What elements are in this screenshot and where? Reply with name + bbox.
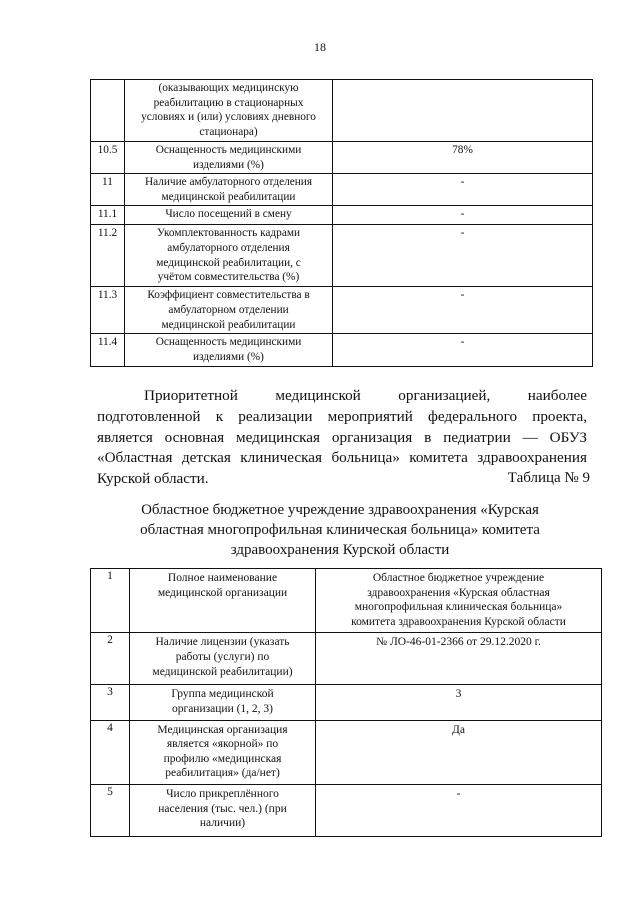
description-line: стационара) (199, 125, 258, 138)
row-description (125, 174, 333, 206)
description-line: Наличие амбулаторного отделения (144, 176, 313, 189)
table-row (91, 80, 593, 142)
row-number (91, 80, 125, 142)
description-line: Число прикреплённого (166, 787, 279, 800)
description-line: медицинской реабилитации (161, 190, 296, 203)
row-number: 11.1 (91, 206, 125, 225)
description-line: реабилитация» (да/нет) (165, 767, 280, 780)
row-number: 11.2 (91, 225, 125, 287)
description-line: (оказывающих медицинскую (158, 82, 299, 94)
section-title-line: Областное бюджетное учреждение здравоохранения «Курская (141, 502, 539, 518)
description-line: амбулаторного отделения (167, 241, 290, 254)
table-row (91, 784, 602, 836)
row-value: - (333, 174, 593, 206)
row-number: 10.5 (91, 142, 125, 174)
description-line: населения (тыс. чел.) (при (158, 802, 287, 815)
row-value (316, 784, 602, 836)
table-row (91, 206, 593, 225)
description-line: Полное наименование (167, 572, 278, 584)
description-line: медицинской реабилитации, с (156, 256, 301, 269)
table-row (91, 720, 602, 784)
value-line: Областное бюджетное учреждение (372, 572, 545, 584)
page-number: 18 (314, 40, 326, 54)
row-description (125, 80, 333, 142)
value-line: № ЛО-46-01-2366 от 29.12.2020 г. (376, 636, 541, 649)
table-row (91, 225, 593, 287)
section-title-line: здравоохранения Курской области (230, 542, 450, 558)
row-number: 11 (91, 174, 125, 206)
row-value: 78% (333, 142, 593, 174)
row-number: 3 (91, 685, 130, 720)
row-description (130, 784, 316, 836)
value-line: многопрофильная клиническая больница» (354, 601, 563, 614)
value-line: - (456, 787, 461, 800)
value-line: здравоохранения «Курская областная (367, 586, 550, 599)
description-line: изделиями (%) (193, 158, 264, 171)
description-line: медицинской реабилитации (161, 318, 296, 331)
table-row (91, 287, 593, 334)
row-value (316, 685, 602, 720)
description-line: учётом совместительства (%) (157, 271, 300, 284)
description-line: изделиями (%) (193, 350, 264, 363)
row-value (316, 633, 602, 685)
row-value (316, 720, 602, 784)
description-line: Наличие лицензии (указать (155, 636, 290, 649)
description-line: Медицинская организация (157, 723, 288, 736)
indicators-table-continued (90, 79, 593, 367)
section-title (110, 500, 570, 560)
row-value (333, 80, 593, 142)
description-line: является «якорной» по (166, 738, 279, 751)
table-row (91, 334, 593, 366)
table-label: Таблица № 9 (507, 470, 590, 486)
row-description (125, 287, 333, 334)
description-line: Число посещений в смену (165, 208, 292, 221)
row-value: - (333, 287, 593, 334)
row-description (125, 225, 333, 287)
row-description (130, 720, 316, 784)
row-number: 4 (91, 720, 130, 784)
description-line: условиях и (или) условиях дневного (141, 111, 316, 124)
row-description (130, 685, 316, 720)
description-line: Оснащенность медицинскими (155, 336, 302, 349)
description-line: амбулаторном отделении (168, 303, 289, 316)
priority-organization-paragraph: Приоритетной медицинской организацией, наиболее подготовленной к реализации мероприятий федерального проекта, является основная медицинская организация в педиатрии — ОБУЗ «Областная детская клиническая больница» комитета здравоохранения Курской области. (97, 387, 587, 488)
value-line: 3 (455, 688, 462, 701)
description-line: Коэффициент совместительства в (147, 289, 310, 302)
row-description (125, 142, 333, 174)
row-number: 11.3 (91, 287, 125, 334)
table-row (91, 685, 602, 720)
row-value: - (333, 334, 593, 366)
table-row (91, 633, 602, 685)
section-title-line: областная многопрофильная клиническая больница» комитета (140, 522, 540, 538)
description-line: организации (1, 2, 3) (171, 702, 274, 715)
row-number: 2 (91, 633, 130, 685)
row-value: - (333, 206, 593, 225)
organization-table (90, 568, 602, 837)
description-line: наличии) (199, 817, 246, 830)
table-row (91, 174, 593, 206)
description-line: реабилитацию в стационарных (153, 96, 304, 109)
row-number: 11.4 (91, 334, 125, 366)
description-line: медицинской реабилитации) (152, 665, 293, 678)
row-number: 1 (91, 569, 130, 633)
value-line: комитета здравоохранения Курской области (351, 615, 566, 628)
row-description (125, 334, 333, 366)
description-line: работы (услуги) по (175, 650, 270, 663)
row-number: 5 (91, 784, 130, 836)
description-line: профилю «медицинская (163, 752, 282, 765)
row-description (125, 206, 333, 225)
description-line: Укомплектованность кадрами (156, 227, 301, 240)
row-description (130, 569, 316, 633)
table-row (91, 569, 602, 633)
description-line: медицинской организации (157, 586, 288, 599)
value-line: Да (452, 723, 465, 736)
description-line: Оснащенность медицинскими (155, 144, 302, 156)
description-line: Группа медицинской (171, 688, 274, 701)
row-value (316, 569, 602, 633)
table-row (91, 142, 593, 174)
row-value: - (333, 225, 593, 287)
row-description (130, 633, 316, 685)
